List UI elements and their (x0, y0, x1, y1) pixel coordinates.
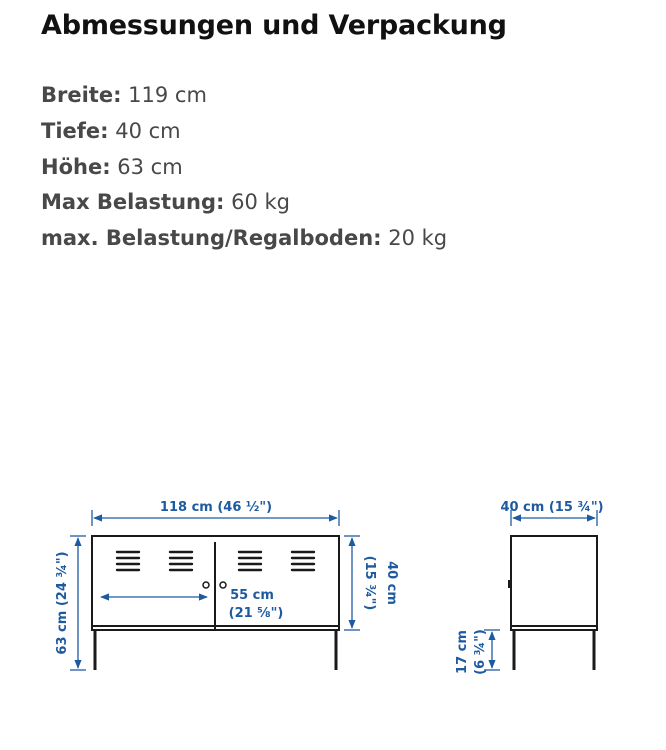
spec-value: 119 cm (128, 83, 207, 107)
spec-height (41, 150, 447, 186)
depth-cm-label: 40 cm (384, 561, 399, 605)
spec-label: max. Belastung/Regalboden: (41, 226, 382, 251)
spec-value: 40 cm (115, 118, 181, 143)
side-body (511, 536, 597, 630)
spec-value: 60 kg (231, 190, 290, 215)
spec-value: 63 cm (117, 154, 183, 179)
lock-icon (203, 582, 209, 588)
spec-max-load-shelf (41, 221, 447, 257)
depth-in-label: (15 ¾") (362, 555, 377, 611)
spec-width (41, 78, 447, 114)
side-depth-label: 40 cm (15 ¾") (500, 500, 604, 515)
height-dimension (70, 536, 86, 670)
dimension-drawing (0, 480, 666, 700)
page-title: Abmessungen und Verpackung (41, 10, 507, 41)
height-label: 63 cm (24 ¾") (55, 551, 70, 655)
spec-label: Breite: (41, 83, 122, 107)
leg-in-label: (6 ¾") (473, 629, 488, 675)
spec-list (41, 78, 447, 257)
door-cm-label: 55 cm (230, 588, 274, 603)
spec-depth (41, 114, 447, 150)
lock-icon (220, 582, 226, 588)
spec-label: Tiefe: (41, 118, 109, 143)
front-view (92, 536, 339, 670)
spec-label: Max Belastung: (41, 190, 225, 215)
depth-dimension (344, 536, 360, 630)
leg-cm-label: 17 cm (455, 630, 470, 674)
width-label: 118 cm (46 ½") (159, 500, 273, 515)
spec-label: Höhe: (41, 154, 111, 179)
spec-max-load (41, 185, 447, 221)
spec-value: 20 kg (388, 226, 448, 251)
door-in-label: (21 ⅝") (228, 606, 284, 621)
side-view (509, 536, 597, 670)
